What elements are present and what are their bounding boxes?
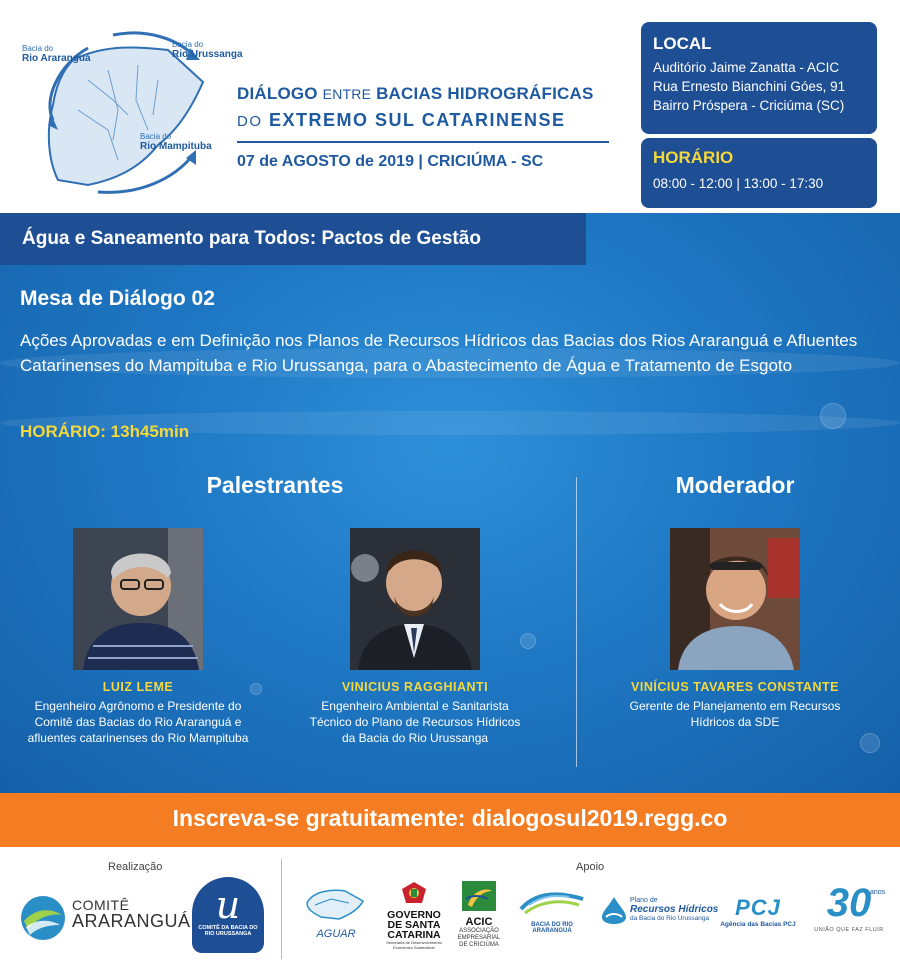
aguar-map-icon [301, 883, 371, 925]
signup-banner[interactable]: Inscreva-se gratuitamente: dialogosul2019.regg.co [0, 793, 900, 847]
water-bubble [860, 733, 880, 753]
map-label-mampituba: Bacia do Rio Mampituba [140, 132, 212, 152]
comite-urussanga-logo: u COMITÊ DA BACIA DO RIO URUSSANGA [192, 877, 264, 953]
speaker-photo [73, 528, 203, 670]
water-drop-icon [600, 895, 628, 925]
moderador-heading: Moderador [675, 472, 795, 498]
comite-ararangua-icon [20, 895, 66, 941]
comite-ararangua-text: COMITÊ ARARANGUÁ [72, 897, 191, 931]
palestrantes-heading: Palestrantes [206, 472, 344, 498]
speaker-name: LUIZ LEME [102, 680, 174, 694]
theme-bar: Água e Saneamento para Todos: Pactos de Gestão [0, 213, 586, 265]
apoio-label: Apoio [576, 861, 605, 873]
footer-divider [281, 859, 282, 959]
water-bubble [820, 403, 846, 429]
pcj-logo: PCJ Agência das Bacias PCJ [720, 895, 796, 928]
local-line: Auditório Jaime Zanatta - ACIC [653, 60, 840, 75]
urussanga-u-icon: u [215, 883, 241, 927]
realizacao-label: Realização [108, 861, 163, 873]
moderator-card [590, 528, 880, 730]
mesa-title: Mesa de Diálogo 02 [20, 287, 215, 310]
person-avatar-icon [73, 528, 203, 670]
consorcio-30-anos-logo: 30 anos UNIÃO QUE FAZ FLUIR [814, 881, 886, 933]
speaker-name: VINÍCIUS TAVARES CONSTANTE [631, 680, 839, 694]
event-date: 07 de AGOSTO de 2019 | CRICIÚMA - SC [237, 153, 544, 170]
local-line: Bairro Próspera - Criciúma (SC) [653, 98, 845, 113]
speaker-role: Engenheiro Agrônomo e Presidente do Comitê das Bacias do Rio Araranguá e afluentes catarinenses do Rio Mampituba [27, 699, 249, 745]
local-title: LOCAL [653, 34, 712, 53]
speaker-card [270, 528, 560, 746]
event-title-line2: DO EXTREMO SUL CATARINENSE [237, 110, 566, 130]
local-box [641, 22, 877, 134]
water-waves-icon [517, 887, 587, 917]
speaker-card [0, 528, 283, 746]
map-label-urussanga: Bacia do Rio Urussanga [172, 40, 243, 60]
map-label-ararangua: Bacia do Rio Araranguá [22, 44, 91, 64]
event-title-line1: DIÁLOGO ENTRE BACIAS HIDROGRÁFICAS [237, 84, 594, 103]
sc-coat-of-arms-icon [400, 881, 428, 905]
person-avatar-icon [350, 528, 480, 670]
column-divider [576, 477, 577, 767]
person-avatar-icon [670, 528, 800, 670]
event-title [237, 84, 617, 171]
acic-logo: ACIC ASSOCIAÇÃO EMPRESARIAL DE CRICIÚMA [454, 881, 504, 949]
basin-map-illustration [18, 20, 248, 198]
horario-box [641, 138, 877, 208]
mesa-description: Ações Aprovadas e em Definição nos Planos de Recursos Hídricos das Bacias dos Rios Araranguá e Afluentes Catarinenses do Mampituba e Rio Urussanga, para o Abastecimento de Água e Tratamento de Esgoto [20, 331, 858, 375]
aguar-logo: AGUAR [300, 883, 372, 940]
speaker-role: Engenheiro Ambiental e Sanitarista Técnico do Plano de Recursos Hídricos da Bacia do Rio Urussanga [309, 699, 521, 745]
mesa-time: HORÁRIO: 13h45min [20, 422, 190, 441]
plano-urussanga-text: Plano de Recursos Hídricos da Bacia do Rio Urussanga [630, 897, 719, 922]
local-line: Rua Ernesto Bianchini Góes, 91 [653, 79, 846, 94]
speaker-name: VINICIUS RAGGHIANTI [341, 680, 489, 694]
speaker-photo [670, 528, 800, 670]
horario-title: HORÁRIO [653, 148, 734, 167]
speaker-role: Gerente de Planejamento em Recursos Hídricos da SDE [629, 699, 841, 729]
plano-ararangua-logo: BACIA DO RIO ARARANGUÁ [514, 887, 590, 934]
acic-icon [462, 881, 496, 911]
governo-sc-logo: GOVERNO DE SANTA CATARINA Secretaria de Desenvolvimento Econômico Sustentável [386, 881, 442, 950]
header [0, 0, 900, 213]
program-panel [0, 213, 900, 793]
footer-logos [0, 847, 900, 967]
plano-urussanga-logo [600, 895, 628, 930]
comite-ararangua-logo [20, 895, 66, 946]
horario-value: 08:00 - 12:00 | 13:00 - 17:30 [653, 176, 824, 191]
speaker-photo [350, 528, 480, 670]
title-divider [237, 141, 609, 143]
